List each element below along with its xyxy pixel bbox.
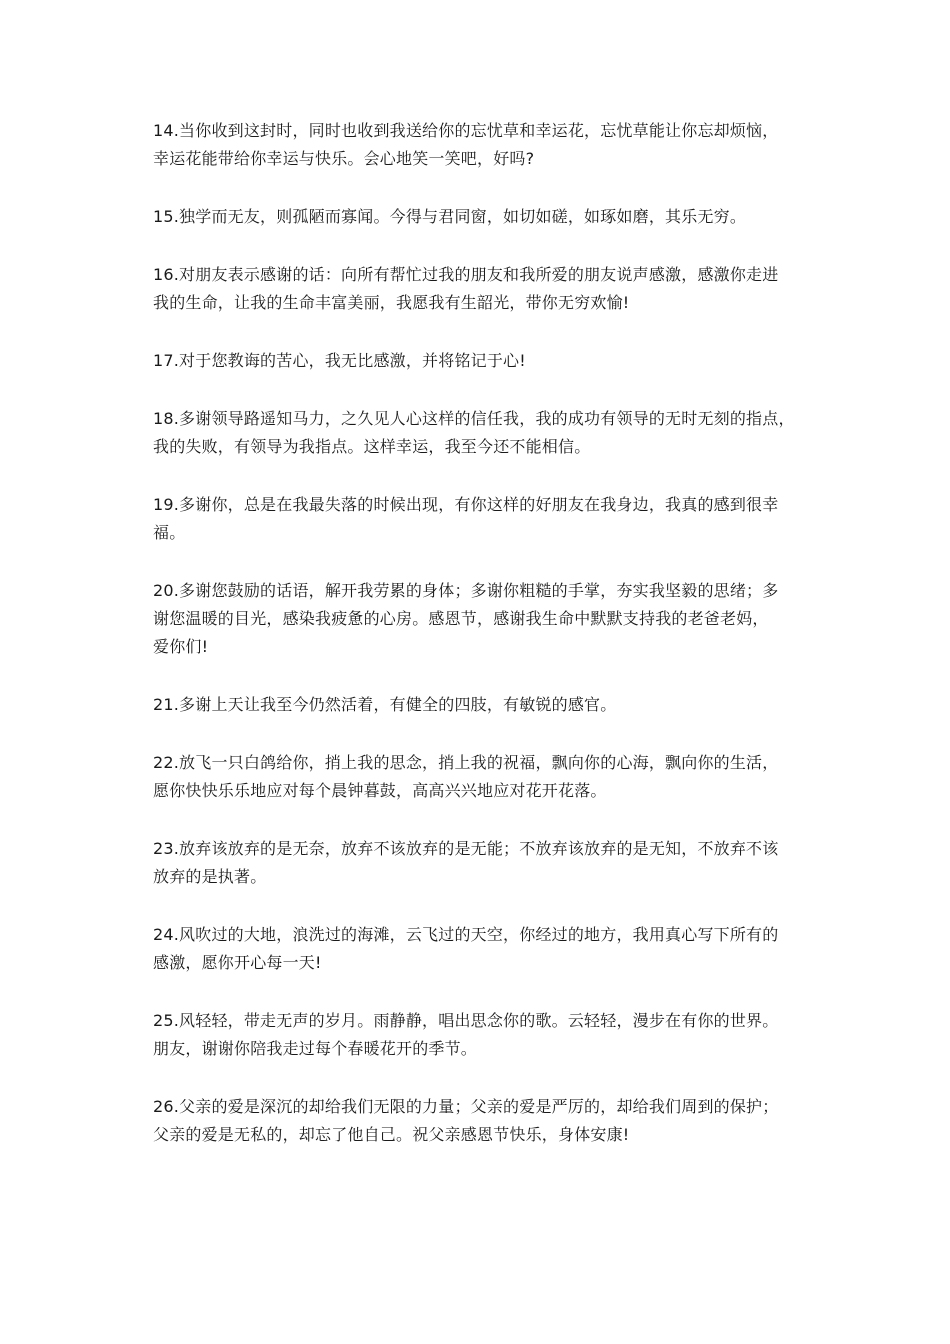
- paragraph-24: [153, 921, 808, 977]
- paragraph-line: 朋友，谢谢你陪我走过每个春暖花开的季节。: [153, 1039, 478, 1058]
- paragraph-18: [153, 405, 808, 461]
- paragraph-line: 我的失败，有领导为我指点。这样幸运，我至今还不能相信。: [153, 437, 591, 456]
- paragraph-line: 26.父亲的爱是深沉的却给我们无限的力量；父亲的爱是严厉的，却给我们周到的保护；: [153, 1097, 779, 1116]
- paragraph-19: [153, 491, 808, 547]
- paragraph-line: 23.放弃该放弃的是无奈，放弃不该放弃的是无能；不放弃该放弃的是无知，不放弃不该: [153, 839, 779, 858]
- paragraph-line: 15.独学而无友，则孤陋而寡闻。今得与君同窗，如切如磋，如琢如磨，其乐无穷。: [153, 207, 747, 226]
- paragraph-15: [153, 203, 808, 231]
- paragraph-22: [153, 749, 808, 805]
- paragraph-line: 21.多谢上天让我至今仍然活着，有健全的四肢，有敏锐的感官。: [153, 695, 617, 714]
- paragraph-23: [153, 835, 808, 891]
- paragraph-line: 25.风轻轻，带走无声的岁月。雨静静，唱出思念你的歌。云轻轻，漫步在有你的世界。: [153, 1011, 779, 1030]
- paragraph-line: 22.放飞一只白鸽给你，捎上我的思念，捎上我的祝福，飘向你的心海，飘向你的生活，: [153, 753, 779, 772]
- paragraph-line: 福。: [153, 523, 186, 542]
- paragraph-line: 20.多谢您鼓励的话语，解开我劳累的身体；多谢你粗糙的手掌，夯实我坚毅的思绪；多: [153, 581, 779, 600]
- paragraph-16: [153, 261, 808, 317]
- paragraph-line: 24.风吹过的大地，浪洗过的海滩，云飞过的天空，你经过的地方，我用真心写下所有的: [153, 925, 779, 944]
- paragraph-20: [153, 577, 808, 661]
- paragraph-26: [153, 1093, 808, 1149]
- paragraph-line: 愿你快快乐乐地应对每个晨钟暮鼓，高高兴兴地应对花开花落。: [153, 781, 607, 800]
- document-page: [153, 117, 808, 1179]
- paragraph-line: 17.对于您教诲的苦心，我无比感激，并将铭记于心!: [153, 351, 526, 370]
- paragraph-line: 幸运花能带给你幸运与快乐。会心地笑一笑吧，好吗?: [153, 149, 535, 168]
- paragraph-line: 爱你们!: [153, 637, 209, 656]
- paragraph-line: 感激，愿你开心每一天!: [153, 953, 322, 972]
- paragraph-17: [153, 347, 808, 375]
- paragraph-14: [153, 117, 808, 173]
- paragraph-21: [153, 691, 808, 719]
- paragraph-line: 我的生命，让我的生命丰富美丽，我愿我有生韶光，带你无穷欢愉!: [153, 293, 630, 312]
- paragraph-line: 19.多谢你，总是在我最失落的时候出现，有你这样的好朋友在我身边，我真的感到很幸: [153, 495, 779, 514]
- paragraph-line: 16.对朋友表示感谢的话：向所有帮忙过我的朋友和我所爱的朋友说声感激，感激你走进: [153, 265, 779, 284]
- paragraph-25: [153, 1007, 808, 1063]
- paragraph-line: 18.多谢领导路遥知马力，之久见人心这样的信任我，我的成功有领导的无时无刻的指点，: [153, 409, 795, 428]
- paragraph-line: 14.当你收到这封时，同时也收到我送给你的忘忧草和幸运花，忘忧草能让你忘却烦恼，: [153, 121, 779, 140]
- paragraph-line: 谢您温暖的目光，感染我疲惫的心房。感恩节，感谢我生命中默默支持我的老爸老妈，: [153, 609, 769, 628]
- paragraph-line: 放弃的是执著。: [153, 867, 267, 886]
- paragraph-line: 父亲的爱是无私的，却忘了他自己。祝父亲感恩节快乐，身体安康!: [153, 1125, 630, 1144]
